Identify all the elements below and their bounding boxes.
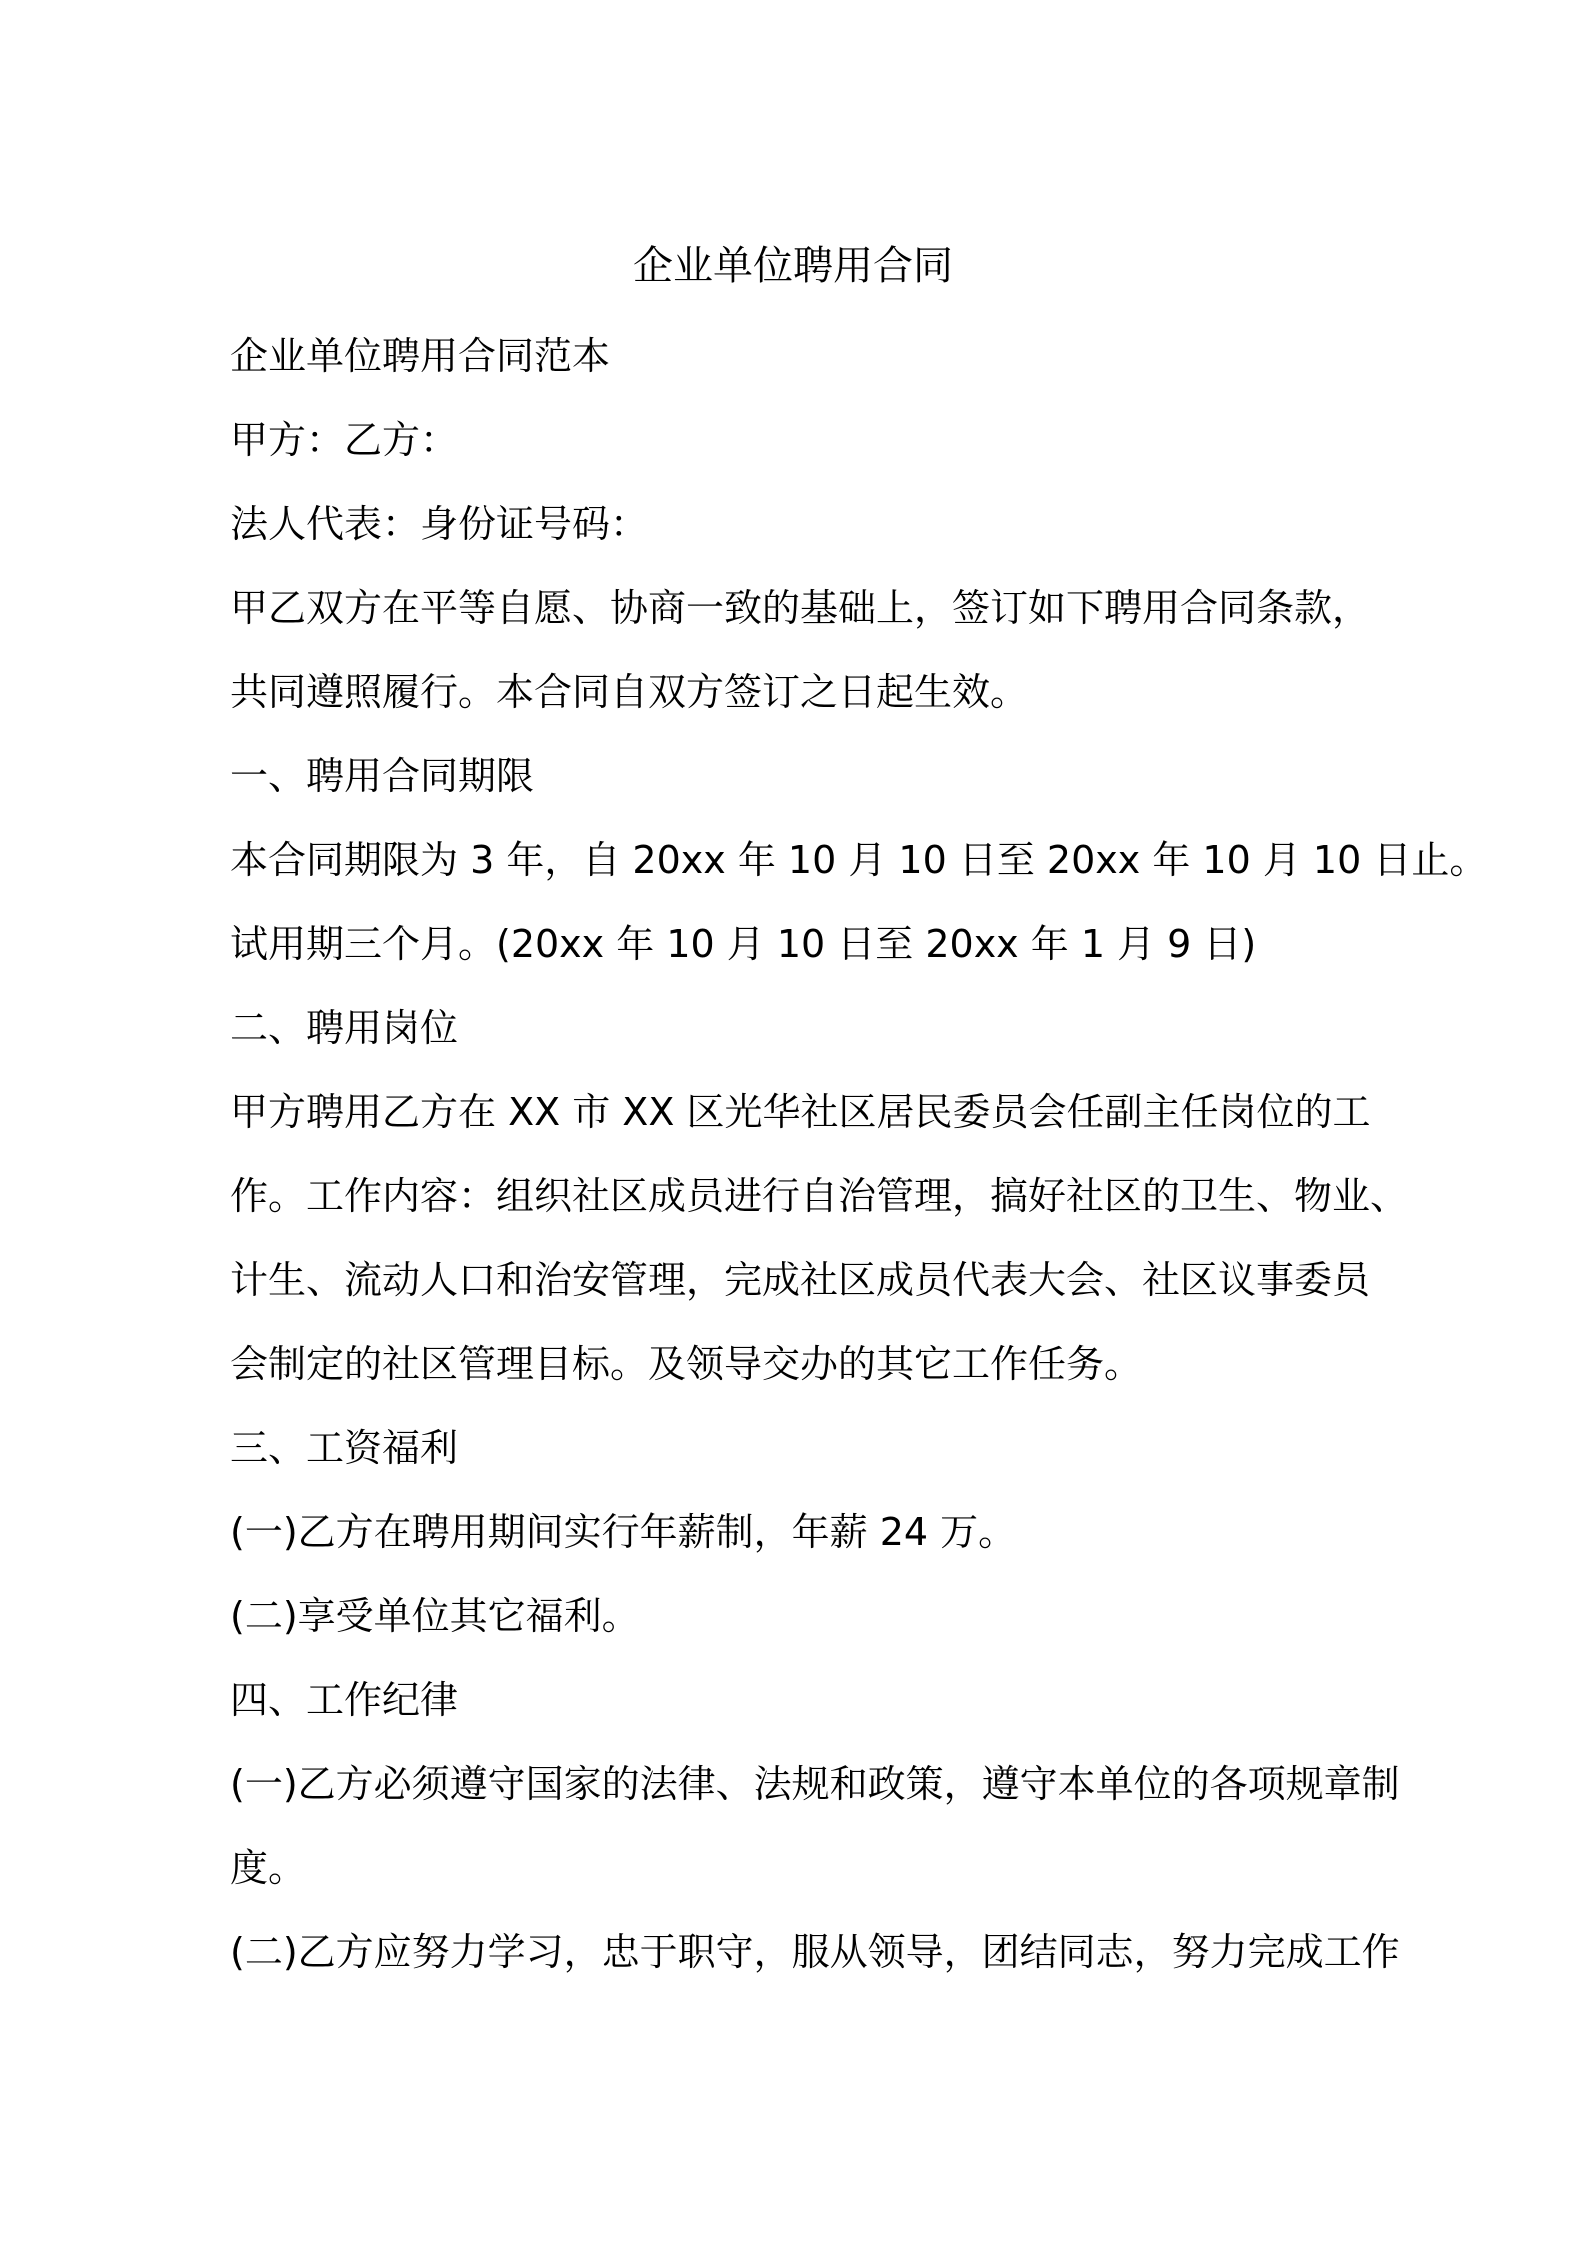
text-line: 度。	[230, 1846, 307, 1890]
text-line: 计生、流动人口和治安管理，完成社区成员代表大会、社区议事委员	[230, 1258, 1371, 1302]
text-line: 甲方：乙方：	[230, 418, 459, 462]
section-heading: 三、工资福利	[230, 1426, 459, 1470]
text-line: 本合同期限为 3 年，自 20xx 年 10 月 10 日至 20xx 年 10 月 10 日止。	[230, 838, 1488, 882]
text-line: 试用期三个月。(20xx 年 10 月 10 日至 20xx 年 1 月 9 日)	[230, 922, 1257, 966]
text-line: (一)乙方必须遵守国家的法律、法规和政策，遵守本单位的各项规章制	[230, 1762, 1400, 1806]
document-body	[230, 314, 1488, 1994]
text-line: 会制定的社区管理目标。及领导交办的其它工作任务。	[230, 1342, 1143, 1386]
text-line: 企业单位聘用合同范本	[230, 334, 611, 378]
text-line: 甲乙双方在平等自愿、协商一致的基础上，签订如下聘用合同条款，	[230, 586, 1371, 630]
section-heading: 二、聘用岗位	[230, 1006, 459, 1050]
text-line: (一)乙方在聘用期间实行年薪制，年薪 24 万。	[230, 1510, 1017, 1554]
text-line: 作。工作内容：组织社区成员进行自治管理，搞好社区的卫生、物业、	[230, 1174, 1409, 1218]
text-line: 共同遵照履行。本合同自双方签订之日起生效。	[230, 670, 1029, 714]
text-line: 法人代表：身份证号码：	[230, 502, 649, 546]
document-title: 企业单位聘用合同	[633, 243, 953, 289]
section-heading: 四、工作纪律	[230, 1678, 459, 1722]
text-line: 甲方聘用乙方在 XX 市 XX 区光华社区居民委员会任副主任岗位的工	[230, 1090, 1371, 1134]
section-heading: 一、聘用合同期限	[230, 754, 535, 798]
text-line: (二)享受单位其它福利。	[230, 1594, 640, 1638]
text-line: (二)乙方应努力学习，忠于职守，服从领导，团结同志，努力完成工作	[230, 1930, 1400, 1974]
